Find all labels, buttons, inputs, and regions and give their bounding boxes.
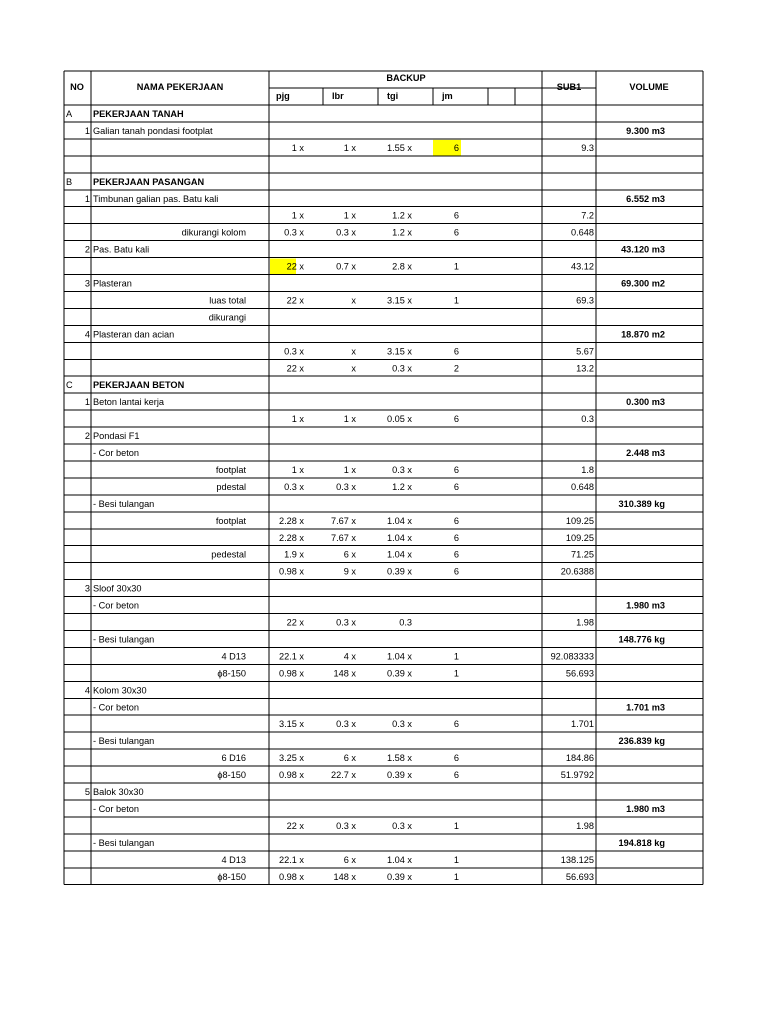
row-sub-label: 4 D13 (221, 651, 246, 662)
row-work-name: - Besi tulangan (93, 634, 155, 645)
cell-volume: 69.300 m2 (621, 278, 665, 289)
cell-sub1: 71.25 (571, 549, 594, 560)
cell-lbr: 9 x (343, 566, 356, 577)
cell-sub1: 109.25 (565, 532, 594, 543)
row-sub-label: dikurangi (208, 312, 246, 323)
cell-pjg: 22 x (286, 820, 304, 831)
header-no: NO (70, 82, 84, 92)
cell-sub1: 1.701 (571, 719, 594, 730)
cell-pjg: 1 x (291, 210, 304, 221)
cell-volume: 0.300 m3 (626, 397, 665, 408)
cell-jm: 6 (453, 142, 459, 153)
cell-tgi: 3.15 x (386, 346, 412, 357)
cell-pjg: 1.9 x (284, 549, 304, 560)
row-sub-label: ϕ8-150 (217, 770, 246, 781)
cell-volume: 310.389 kg (618, 498, 665, 509)
row-work-name: Kolom 30x30 (93, 685, 147, 696)
cell-pjg: 2.28 x (278, 515, 304, 526)
cell-sub1: 0.648 (571, 227, 594, 238)
cell-sub1: 56.693 (565, 871, 594, 882)
row-work-name: Pas. Batu kali (93, 244, 150, 255)
cell-jm: 1 (453, 871, 459, 882)
cell-volume: 236.839 kg (618, 736, 665, 747)
cell-lbr: 7.67 x (330, 532, 356, 543)
cell-tgi: 0.3 x (392, 363, 412, 374)
header-pjg: pjg (276, 91, 290, 101)
row-item-number: 1 (84, 193, 90, 204)
row-work-name: Plasteran dan acian (93, 329, 175, 340)
cell-tgi: 0.3 x (392, 820, 412, 831)
cell-lbr: x (351, 346, 356, 357)
cell-pjg: 0.3 x (284, 346, 304, 357)
cell-jm: 6 (453, 464, 459, 475)
cell-volume: 2.448 m3 (626, 448, 665, 458)
cell-tgi: 1.04 x (386, 515, 412, 526)
cell-sub1: 1.8 (581, 464, 594, 475)
cell-pjg: 1 x (291, 414, 304, 425)
cell-sub1: 5.67 (576, 346, 594, 357)
cell-jm: 1 (453, 854, 459, 865)
row-sub-label: ϕ8-150 (217, 668, 246, 679)
cell-tgi: 0.39 x (386, 668, 412, 679)
cell-jm: 6 (453, 414, 459, 425)
cell-jm: 1 (453, 668, 459, 679)
cell-pjg: 0.98 x (278, 668, 304, 679)
cell-jm: 6 (453, 549, 459, 560)
cell-sub1: 13.2 (576, 363, 594, 374)
cell-tgi: 1.55 x (386, 142, 412, 153)
cell-lbr: 22.7 x (330, 770, 356, 781)
cell-jm: 6 (453, 346, 459, 357)
cell-tgi: 3.15 x (386, 295, 412, 306)
cell-lbr: 7.67 x (330, 515, 356, 526)
row-work-name: Beton lantai kerja (93, 397, 164, 408)
cell-lbr: 148 x (333, 668, 356, 679)
row-sub-label: pdestal (216, 481, 246, 492)
cell-lbr: 1 x (343, 414, 356, 425)
cell-pjg: 1 x (291, 464, 304, 475)
cell-lbr: 1 x (343, 464, 356, 475)
cell-sub1: 1.98 (576, 820, 594, 831)
cell-lbr: 6 x (343, 549, 356, 560)
cell-sub1: 51.9792 (560, 770, 594, 781)
cell-tgi: 0.3 x (392, 719, 412, 730)
cell-volume: 194.818 kg (618, 837, 665, 848)
row-work-name: Plasteran (93, 278, 132, 289)
cell-pjg: 3.15 x (278, 719, 304, 730)
cell-jm: 6 (453, 566, 459, 577)
cell-pjg: 0.3 x (284, 481, 304, 492)
cell-tgi: 1.2 x (392, 227, 412, 238)
cell-pjg: 0.98 x (278, 871, 304, 882)
row-section-letter: B (66, 176, 73, 187)
cell-pjg: 22 x (286, 617, 304, 628)
cell-jm: 6 (453, 227, 459, 238)
cell-lbr: 1 x (343, 210, 356, 221)
cell-sub1: 92.083333 (550, 651, 594, 662)
cell-jm: 1 (453, 820, 459, 831)
cell-tgi: 1.04 x (386, 532, 412, 543)
row-sub-label: dikurangi kolom (181, 227, 246, 238)
cell-lbr: 148 x (333, 871, 356, 882)
row-sub-label: ϕ8-150 (217, 871, 246, 882)
row-work-name: Balok 30x30 (93, 787, 144, 797)
row-work-name: - Besi tulangan (93, 498, 155, 509)
header-backup: BACKUP (386, 73, 426, 83)
row-sub-label: 6 D16 (221, 753, 246, 764)
cell-volume: 43.120 m3 (621, 244, 665, 255)
row-item-number: 2 (84, 431, 90, 442)
cell-tgi: 0.3 (399, 617, 412, 628)
cell-tgi: 2.8 x (392, 261, 412, 272)
row-item-number: 4 (84, 329, 90, 340)
cell-sub1: 7.2 (581, 210, 594, 221)
row-work-name: Timbunan galian pas. Batu kali (93, 193, 219, 204)
row-item-number: 1 (84, 125, 90, 136)
cell-pjg: 22.1 x (278, 651, 304, 662)
row-item-number: 1 (84, 397, 90, 408)
cell-lbr: 1 x (343, 142, 356, 153)
cell-pjg: 0.98 x (278, 770, 304, 781)
cell-sub1: 20.6388 (560, 566, 594, 577)
cell-jm: 6 (453, 532, 459, 543)
cell-tgi: 1.2 x (392, 481, 412, 492)
cell-lbr: 0.3 x (336, 617, 356, 628)
cell-tgi: 1.04 x (386, 549, 412, 560)
cell-lbr: x (351, 363, 356, 374)
header-tgi: tgi (387, 91, 399, 101)
row-work-name: - Cor beton (93, 803, 139, 814)
header-jm: jm (442, 91, 453, 101)
header-volume: VOLUME (629, 82, 669, 92)
cell-pjg: 3.25 x (278, 753, 304, 764)
row-item-number: 4 (84, 685, 90, 696)
cell-jm: 1 (453, 261, 459, 272)
cell-pjg: 0.98 x (278, 566, 304, 577)
cell-pjg: 22 x (286, 363, 304, 374)
cell-lbr: 0.3 x (336, 820, 356, 831)
cell-volume: 6.552 m3 (626, 193, 665, 204)
cell-tgi: 1.58 x (386, 753, 412, 764)
cell-sub1: 109.25 (565, 515, 594, 526)
row-sub-label: 4 D13 (221, 854, 246, 865)
row-work-name: Sloof 30x30 (93, 583, 142, 594)
cell-sub1: 9.3 (581, 142, 594, 153)
row-sub-label: footplat (215, 464, 246, 475)
cell-tgi: 0.3 x (392, 464, 412, 475)
cell-lbr: 0.3 x (336, 481, 356, 492)
row-sub-label: pedestal (211, 549, 246, 560)
row-work-name: - Besi tulangan (93, 736, 155, 747)
row-work-name: PEKERJAAN PASANGAN (93, 176, 205, 187)
cell-jm: 6 (453, 753, 459, 764)
cell-tgi: 0.39 x (386, 770, 412, 781)
cell-jm: 2 (453, 363, 459, 374)
cell-lbr: 0.7 x (336, 261, 356, 272)
row-work-name: - Cor beton (93, 600, 139, 611)
cell-pjg: 0.3 x (284, 227, 304, 238)
row-section-letter: C (66, 380, 73, 391)
cell-tgi: 0.39 x (386, 566, 412, 577)
cell-tgi: 1.04 x (386, 651, 412, 662)
cell-jm: 6 (453, 515, 459, 526)
header-nama-pekerjaan: NAMA PEKERJAAN (136, 82, 224, 92)
row-item-number: 3 (84, 583, 90, 594)
cell-sub1: 56.693 (565, 668, 594, 679)
cell-sub1: 0.648 (571, 481, 594, 492)
cell-pjg: 22 x (286, 261, 304, 272)
cell-lbr: 0.3 x (336, 227, 356, 238)
cell-jm: 1 (453, 651, 459, 662)
cell-pjg: 22 x (286, 295, 304, 306)
cell-tgi: 0.05 x (386, 414, 412, 425)
row-work-name: - Cor beton (93, 702, 139, 713)
row-work-name: Pondasi F1 (93, 431, 140, 442)
cell-sub1: 0.3 (581, 414, 594, 425)
cell-volume: 9.300 m3 (626, 125, 665, 136)
cell-volume: 18.870 m2 (621, 329, 665, 340)
row-item-number: 3 (84, 278, 90, 289)
row-item-number: 2 (84, 244, 90, 255)
row-sub-label: footplat (215, 515, 246, 526)
cell-volume: 1.980 m3 (626, 803, 665, 814)
cell-jm: 6 (453, 210, 459, 221)
cell-pjg: 2.28 x (278, 532, 304, 543)
cell-volume: 1.701 m3 (626, 702, 665, 713)
cell-tgi: 1.04 x (386, 854, 412, 865)
row-section-letter: A (66, 109, 73, 119)
cell-jm: 1 (453, 295, 459, 306)
cell-pjg: 22.1 x (278, 854, 304, 865)
row-work-name: - Cor beton (93, 448, 139, 458)
cell-volume: 148.776 kg (618, 634, 665, 645)
cell-lbr: 4 x (343, 651, 356, 662)
cell-lbr: 0.3 x (336, 719, 356, 730)
cell-sub1: 184.86 (565, 753, 594, 764)
cell-jm: 6 (453, 770, 459, 781)
row-sub-label: luas total (209, 295, 246, 306)
cell-lbr: 6 x (343, 753, 356, 764)
row-work-name: - Besi tulangan (93, 837, 155, 848)
cell-jm: 6 (453, 719, 459, 730)
cell-sub1: 43.12 (571, 261, 594, 272)
row-work-name: PEKERJAAN TANAH (93, 109, 184, 119)
cell-jm: 6 (453, 481, 459, 492)
cell-tgi: 0.39 x (386, 871, 412, 882)
cell-sub1: 1.98 (576, 617, 594, 628)
cell-lbr: x (351, 295, 356, 306)
cell-tgi: 1.2 x (392, 210, 412, 221)
header-lbr: lbr (332, 91, 344, 101)
row-work-name: PEKERJAAN BETON (93, 380, 185, 391)
cell-sub1: 138.125 (560, 854, 594, 865)
cell-volume: 1.980 m3 (626, 600, 665, 611)
row-item-number: 5 (84, 787, 90, 797)
row-work-name: Galian tanah pondasi footplat (93, 125, 213, 136)
cell-lbr: 6 x (343, 854, 356, 865)
cell-sub1: 69.3 (576, 295, 594, 306)
cell-pjg: 1 x (291, 142, 304, 153)
header-sub1: SUB1 (556, 82, 582, 92)
